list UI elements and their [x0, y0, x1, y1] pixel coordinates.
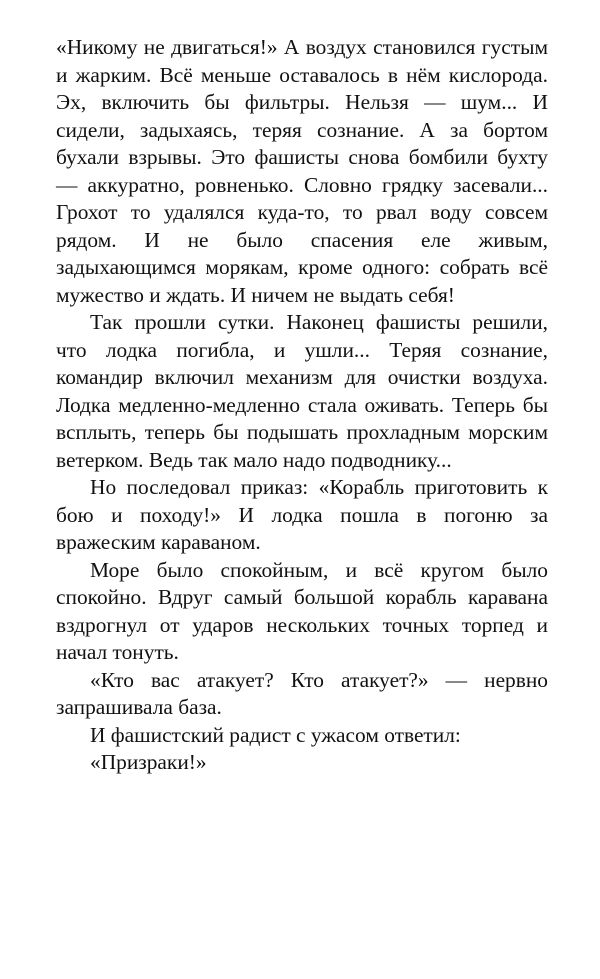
paragraph-7: «Призраки!»	[90, 750, 207, 774]
paragraph-1: «Никому не двигаться!» А воздух становился густым и жарким. Всё меньше оставалось в нём кислорода. Эх, включить бы фильтры. Нельзя — шум... И сидели, задыхаясь, теряя сознание. А за бортом бухали взрывы. Это фашисты снова бомбили бухту — аккуратно, ровненько. Словно грядку засевали... Грохот то удалялся куда-то, то рвал воду совсем рядом. И не было спасения еле живым, задыхающимся морякам, кроме одного: собрать всё мужество и ждать. И ничем не выдать себя!	[56, 35, 548, 307]
paragraph-2: Так прошли сутки. Наконец фашисты решили, что лодка погибла, и ушли... Теряя сознание, командир включил механизм для очистки воздуха. Лодка медленно-медленно стала оживать. Теперь бы всплыть, теперь бы подышать прохладным морским ветерком. Ведь так мало надо подводнику...	[56, 310, 548, 472]
paragraph-4: Море было спокойным, и всё кругом было спокойно. Вдруг самый большой корабль каравана вздрогнул от ударов нескольких точных торпед и начал тонуть.	[56, 557, 548, 664]
paragraph-5: «Кто вас атакует? Кто атакует?» — нервно запрашивала база.	[56, 667, 548, 719]
page-text	[56, 34, 548, 777]
paragraph-6: И фашистский радист с ужасом ответил:	[90, 722, 461, 747]
paragraph-3: Но последовал приказ: «Корабль приготовить к бою и походу!» И лодка пошла в погоню за вражеским караваном.	[56, 475, 548, 554]
